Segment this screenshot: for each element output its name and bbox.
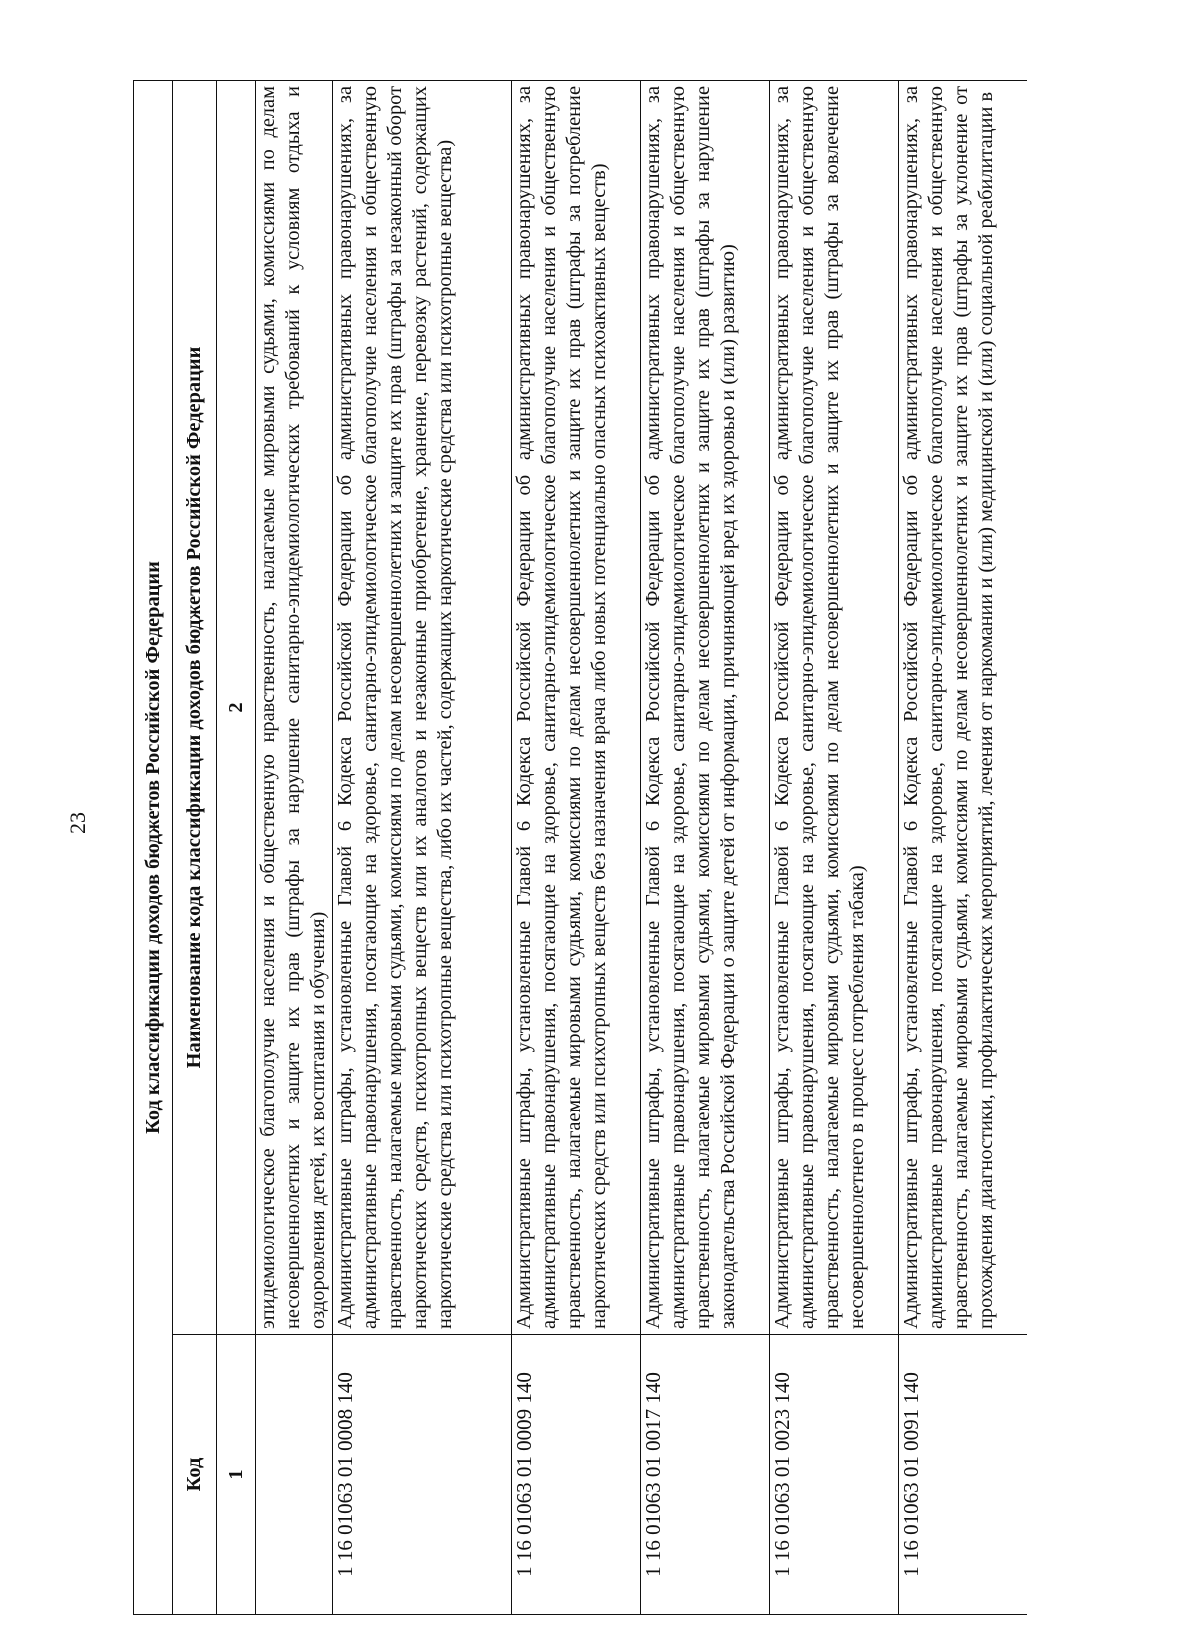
table-row xyxy=(641,80,770,1614)
budget-classification-table xyxy=(133,80,1027,1615)
row-description: эпидемиологическое благополучие населения и общественную нравственность, налагаемые мировыми судьями, комиссиями по делам несовершеннолетних и защите их прав (штрафы за нарушение санитарно-эпидемиологических требований к условиям отдыха и оздоровления детей, их воспитания и обучения) xyxy=(256,80,333,1334)
table-row xyxy=(512,80,641,1614)
row-code xyxy=(256,1335,333,1615)
rotated-table-container xyxy=(133,81,997,1615)
row-code: 1 16 01063 01 0009 140 xyxy=(512,1335,641,1615)
table-row xyxy=(770,80,899,1614)
page-number: 23 xyxy=(65,812,90,834)
table-row xyxy=(256,80,333,1614)
column-header-code: Код xyxy=(173,1335,217,1615)
row-description: Административные штрафы, установленные Главой 6 Кодекса Российской Федерации об административных правонарушениях, за административные правонарушения, посягающие на здоровье, санитарно-эпидемиологическое благополучие населения и общественную нравственность, налагаемые мировыми судьями, комиссиями по делам несовершеннолетних и защите их прав (штрафы за нарушение законодательства Российской Федерации о защите детей от информации, причиняющей вред их здоровью и (или) развитию) xyxy=(641,80,770,1334)
row-code: 1 16 01063 01 0008 140 xyxy=(333,1335,512,1615)
table-group-header: Код классификации доходов бюджетов Российской Федерации xyxy=(134,80,173,1614)
column-number-code: 1 xyxy=(217,1335,256,1615)
row-description: Административные штрафы, установленные Главой 6 Кодекса Российской Федерации об административных правонарушениях, за административные правонарушения, посягающие на здоровье, санитарно-эпидемиологическое благополучие населения и общественную нравственность, налагаемые мировыми судьями, комиссиями по делам несовершеннолетних и защите их прав (штрафы за уклонение от прохождения диагностики, профилактических мероприятий, лечения от наркомании и (или) медицинской и (или) социальной реабилитации в xyxy=(899,80,1028,1334)
row-description: Административные штрафы, установленные Главой 6 Кодекса Российской Федерации об административных правонарушениях, за административные правонарушения, посягающие на здоровье, санитарно-эпидемиологическое благополучие населения и общественную нравственность, налагаемые мировыми судьями, комиссиями по делам несовершеннолетних и защите их прав (штрафы за потребление наркотических средств или психотропных веществ без назначения врача либо новых потенциально опасных психоактивных веществ) xyxy=(512,80,641,1334)
row-description: Административные штрафы, установленные Главой 6 Кодекса Российской Федерации об административных правонарушениях, за административные правонарушения, посягающие на здоровье, санитарно-эпидемиологическое благополучие населения и общественную нравственность, налагаемые мировыми судьями, комиссиями по делам несовершеннолетних и защите их прав (штрафы за вовлечение несовершеннолетнего в процесс потребления табака) xyxy=(770,80,899,1334)
row-description: Административные штрафы, установленные Главой 6 Кодекса Российской Федерации об административных правонарушениях, за административные правонарушения, посягающие на здоровье, санитарно-эпидемиологическое благополучие населения и общественную нравственность, налагаемые мировыми судьями, комиссиями по делам несовершеннолетних и защите их прав (штрафы за незаконный оборот наркотических средств, психотропных веществ или их аналогов и незаконные приобретение, хранение, перевозку растений, содержащих наркотические средства или психотропные вещества, либо их частей, содержащих наркотические средства или психотропные вещества) xyxy=(333,80,512,1334)
row-code: 1 16 01063 01 0023 140 xyxy=(770,1335,899,1615)
column-header-name: Наименование кода классификации доходов бюджетов Российской Федерации xyxy=(173,80,217,1334)
table-row xyxy=(899,80,1028,1614)
column-number-name: 2 xyxy=(217,80,256,1334)
row-code: 1 16 01063 01 0017 140 xyxy=(641,1335,770,1615)
table-row xyxy=(333,80,512,1614)
row-code: 1 16 01063 01 0091 140 xyxy=(899,1335,1028,1615)
